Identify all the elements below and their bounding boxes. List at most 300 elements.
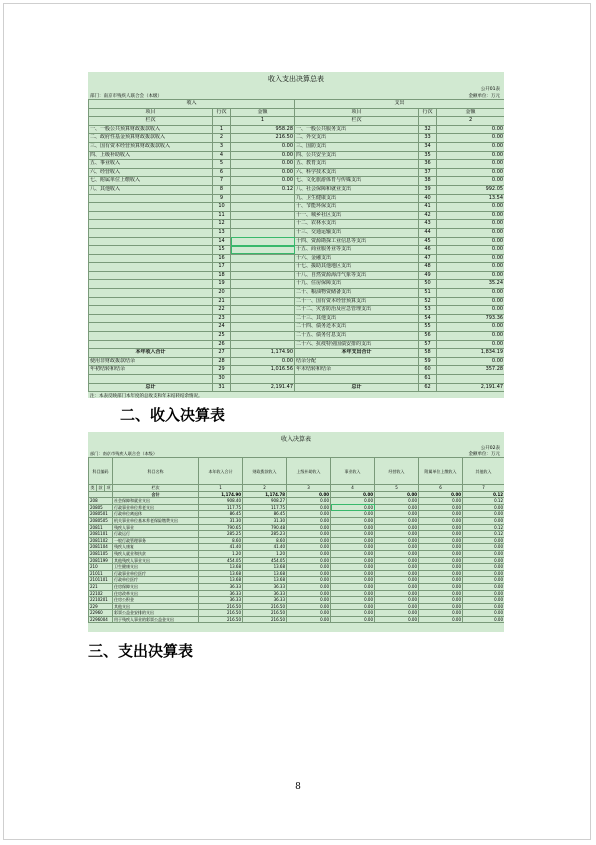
amount-cell: 0.00 [375, 583, 419, 590]
income-item-label [89, 237, 213, 246]
table-row [89, 557, 505, 564]
income-amount [231, 246, 295, 255]
subject-name: 其他残疾人事业支出 [113, 557, 199, 564]
expense-line-number: 59 [419, 357, 437, 366]
amount-cell: 216.50 [199, 616, 243, 623]
expense-amount: 0.00 [437, 289, 504, 298]
amount-cell: 0.00 [375, 504, 419, 511]
income-item-label [89, 340, 213, 349]
expense-amount: 0.00 [437, 211, 504, 220]
expense-item-label: 二、外交支出 [295, 134, 419, 143]
amount-cell: 0.00 [287, 550, 331, 557]
column-index: 7 [463, 485, 504, 492]
income-line-number: 29 [213, 366, 231, 375]
amount-cell: 0.00 [375, 550, 419, 557]
subject-name: 行政单位离退休 [113, 511, 199, 518]
amount-cell: 216.50 [199, 610, 243, 617]
income-item-label: 六、经营收入 [89, 168, 213, 177]
income-line-number: 30 [213, 375, 231, 384]
amount-cell: 31.30 [243, 517, 287, 524]
expense-amount: 0.00 [437, 220, 504, 229]
table-row [89, 597, 505, 604]
income-item-label [89, 203, 213, 212]
table-title: 收入决算表 [280, 436, 311, 443]
expense-line-number: 56 [419, 332, 437, 341]
amount-cell: 0.00 [463, 511, 504, 518]
amount-cell: 216.50 [199, 603, 243, 610]
expense-amount: 0.00 [437, 125, 504, 134]
department-label: 部门：南京市残疾人联合会（本级） [90, 451, 158, 456]
income-line-number: 23 [213, 314, 231, 323]
income-item-label [89, 220, 213, 229]
expense-item-label: 结余分配 [295, 357, 419, 366]
amount-cell: 86.45 [199, 511, 243, 518]
income-amount: 0.00 [231, 177, 295, 186]
expense-item-label: 本年支出合计 [295, 349, 419, 358]
amount-cell: 0.00 [287, 603, 331, 610]
amount-cell: 0.00 [331, 504, 375, 511]
income-line-header: 行次 [213, 108, 231, 117]
subject-name: 卫生健康支出 [113, 564, 199, 571]
amount-cell: 13.68 [199, 570, 243, 577]
amount-cell: 0.00 [331, 577, 375, 584]
subject-code: 2081104 [89, 544, 113, 551]
expense-amount: 0.00 [437, 177, 504, 186]
expense-item-label: 年末结转和结余 [295, 366, 419, 375]
income-amount: 1,174.90 [231, 349, 295, 358]
income-item-label [89, 332, 213, 341]
table-row [89, 228, 505, 237]
income-line-number: 15 [213, 246, 231, 255]
expense-line-number: 40 [419, 194, 437, 203]
income-amount [231, 271, 295, 280]
expense-amount: 0.00 [437, 263, 504, 272]
expense-line-number: 34 [419, 142, 437, 151]
income-item-label: 总计 [89, 383, 213, 392]
income-item-label [89, 314, 213, 323]
income-line-number: 28 [213, 357, 231, 366]
income-line-number: 26 [213, 340, 231, 349]
income-line-number: 7 [213, 177, 231, 186]
subject-name-header: 科目名称 [113, 458, 199, 485]
amount-cell: 0.00 [287, 537, 331, 544]
table-row [89, 349, 505, 358]
income-line-number: 17 [213, 263, 231, 272]
income-line-number: 10 [213, 203, 231, 212]
income-item-label [89, 194, 213, 203]
amount-cell: 8.60 [199, 537, 243, 544]
expense-amount: 0.00 [437, 160, 504, 169]
amount-cell: 0.00 [375, 491, 419, 498]
amount-cell: 0.00 [331, 597, 375, 604]
section-subheader: 款 [98, 485, 103, 490]
table-row [89, 314, 505, 323]
amount-cell: 0.00 [331, 491, 375, 498]
amount-cell: 0.00 [331, 498, 375, 505]
expense-line-header: 行次 [419, 108, 437, 117]
amount-cell: 0.00 [287, 557, 331, 564]
amount-cell: 0.00 [331, 570, 375, 577]
income-amount [231, 375, 295, 384]
income-grid [88, 457, 504, 623]
amount-cell: 0.00 [419, 491, 463, 498]
subject-name: 社会保障和就业支出 [113, 498, 199, 505]
expense-item-label: 二十六、抗疫特别国债安排的支出 [295, 340, 419, 349]
amount-cell: 0.00 [419, 583, 463, 590]
amount-cell: 117.75 [199, 504, 243, 511]
amount-cell: 0.00 [331, 511, 375, 518]
table-row [89, 524, 505, 531]
amount-cell: 36.33 [243, 583, 287, 590]
expense-amount: 1,834.19 [437, 349, 504, 358]
amount-cell: 36.33 [199, 597, 243, 604]
table-row [89, 366, 505, 375]
table-row [89, 254, 505, 263]
table-footnote: 注：本表反映部门本年度的总收支和年末结转结余情况。 [90, 394, 203, 398]
income-amount: 0.12 [231, 185, 295, 194]
expense-line-number: 33 [419, 134, 437, 143]
expense-column-index-label: 栏次 [295, 117, 419, 126]
amount-cell: 790.65 [199, 524, 243, 531]
table-row [89, 168, 505, 177]
income-item-label: 七、附属单位上缴收入 [89, 177, 213, 186]
table-row [89, 142, 505, 151]
amount-cell: 0.00 [287, 610, 331, 617]
income-column-index: 1 [231, 117, 295, 126]
amount-cell: 1,174.90 [199, 491, 243, 498]
amount-cell: 0.00 [331, 616, 375, 623]
income-line-number: 21 [213, 297, 231, 306]
subject-code [89, 491, 113, 498]
amount-cell: 8.60 [243, 537, 287, 544]
amount-cell: 0.00 [463, 597, 504, 604]
subject-code: 22960 [89, 610, 113, 617]
affiliated-unit-header: 附属单位上缴收入 [419, 458, 463, 485]
amount-cell: 285.23 [243, 531, 287, 538]
amount-cell: 0.00 [287, 577, 331, 584]
income-item-label [89, 306, 213, 315]
expense-amount: 793.36 [437, 314, 504, 323]
income-amount [231, 297, 295, 306]
subject-name: 机关事业单位基本养老保险缴费支出 [113, 517, 199, 524]
expense-item-label: 八、社会保障和就业支出 [295, 185, 419, 194]
expense-item-label: 二十五、债务付息支出 [295, 332, 419, 341]
amount-cell: 0.00 [287, 524, 331, 531]
income-column-index-label: 栏次 [89, 117, 213, 126]
amount-cell: 1.20 [199, 550, 243, 557]
amount-cell: 0.00 [287, 517, 331, 524]
amount-cell: 0.00 [419, 524, 463, 531]
income-line-number: 20 [213, 289, 231, 298]
table-row [89, 185, 505, 194]
table-row [89, 357, 505, 366]
summary-grid [88, 99, 504, 392]
amount-cell: 0.00 [287, 531, 331, 538]
table-row [89, 306, 505, 315]
expense-line-number: 39 [419, 185, 437, 194]
amount-cell: 0.00 [287, 511, 331, 518]
amount-cell: 0.00 [463, 537, 504, 544]
amount-cell: 0.00 [331, 564, 375, 571]
amount-cell: 0.00 [375, 610, 419, 617]
expense-amount: 357.28 [437, 366, 504, 375]
expense-amount: 0.00 [437, 271, 504, 280]
income-item-label [89, 289, 213, 298]
expense-amount: 0.00 [437, 357, 504, 366]
table-row [89, 263, 505, 272]
expense-line-number: 44 [419, 228, 437, 237]
subject-name: 行政事业单位养老支出 [113, 504, 199, 511]
expense-line-number: 36 [419, 160, 437, 169]
amount-cell: 0.00 [375, 564, 419, 571]
table-row [89, 583, 505, 590]
income-amount [231, 237, 295, 246]
subject-code: 2080501 [89, 511, 113, 518]
amount-cell: 0.00 [331, 550, 375, 557]
amount-cell: 0.00 [463, 564, 504, 571]
subject-code: 22102 [89, 590, 113, 597]
table-row [89, 616, 505, 623]
expense-amount: 992.05 [437, 185, 504, 194]
amount-cell: 216.50 [243, 616, 287, 623]
income-item-label: 本年收入合计 [89, 349, 213, 358]
expense-item-label: 二十、粮油物资储备支出 [295, 289, 419, 298]
expense-section-header: 支出 [295, 100, 504, 109]
subject-name: 行政运行 [113, 531, 199, 538]
column-index: 4 [331, 485, 375, 492]
subject-code: 2081199 [89, 557, 113, 564]
expense-item-label: 二十一、国有资本经营预算支出 [295, 297, 419, 306]
amount-cell: 0.00 [463, 504, 504, 511]
subject-name: 合计 [113, 491, 199, 498]
amount-cell: 0.00 [287, 570, 331, 577]
table-code: 公开01表 [480, 87, 500, 92]
amount-cell: 454.05 [243, 557, 287, 564]
amount-cell: 0.00 [419, 531, 463, 538]
amount-cell: 908.27 [243, 498, 287, 505]
operating-income-header: 经营收入 [375, 458, 419, 485]
subject-code: 2081105 [89, 550, 113, 557]
income-amount [231, 306, 295, 315]
table-row [89, 564, 505, 571]
expense-line-number: 38 [419, 177, 437, 186]
table-row [89, 194, 505, 203]
amount-cell: 0.00 [287, 583, 331, 590]
amount-cell: 790.48 [243, 524, 287, 531]
income-amount: 0.00 [231, 357, 295, 366]
amount-cell: 0.00 [287, 544, 331, 551]
expense-item-label: 十八、自然资源海洋气象等支出 [295, 271, 419, 280]
amount-cell: 0.00 [375, 590, 419, 597]
income-item-label [89, 375, 213, 384]
expense-amount-header: 金额 [437, 108, 504, 117]
income-line-number: 4 [213, 151, 231, 160]
income-amount [231, 323, 295, 332]
expense-item-label: 三、国防支出 [295, 142, 419, 151]
expense-amount: 0.00 [437, 228, 504, 237]
amount-cell: 41.40 [199, 544, 243, 551]
amount-cell: 0.00 [463, 603, 504, 610]
table-row [89, 610, 505, 617]
subject-name: 住房改革支出 [113, 590, 199, 597]
income-amount [231, 211, 295, 220]
table-row [89, 570, 505, 577]
expense-line-number: 52 [419, 297, 437, 306]
income-item-label: 使用非财政拨款结余 [89, 357, 213, 366]
amount-cell: 454.05 [199, 557, 243, 564]
amount-cell: 117.75 [243, 504, 287, 511]
income-amount: 0.00 [231, 151, 295, 160]
expense-amount: 0.00 [437, 203, 504, 212]
amount-cell: 0.00 [375, 517, 419, 524]
amount-cell: 0.00 [331, 537, 375, 544]
income-item-label [89, 254, 213, 263]
amount-cell: 0.12 [463, 524, 504, 531]
amount-cell: 0.00 [287, 564, 331, 571]
expense-line-number: 35 [419, 151, 437, 160]
amount-cell: 0.00 [331, 590, 375, 597]
expense-item-label: 十、节能环保支出 [295, 203, 419, 212]
expense-line-number: 50 [419, 280, 437, 289]
amount-cell: 0.12 [463, 498, 504, 505]
income-line-number: 18 [213, 271, 231, 280]
expense-amount: 35.24 [437, 280, 504, 289]
income-amount: 0.00 [231, 160, 295, 169]
expense-column-index: 2 [437, 117, 504, 126]
page-number: 8 [295, 782, 301, 792]
table-row [89, 537, 505, 544]
income-amount [231, 280, 295, 289]
expense-amount: 0.00 [437, 254, 504, 263]
income-item-label: 三、国有资本经营预算财政拨款收入 [89, 142, 213, 151]
class-subheader: 类 [90, 485, 95, 490]
expense-line-number: 42 [419, 211, 437, 220]
income-amount: 1,016.56 [231, 366, 295, 375]
amount-cell: 13.68 [243, 577, 287, 584]
amount-cell: 86.45 [243, 511, 287, 518]
expense-item-label: 二十四、债务还本支出 [295, 323, 419, 332]
expense-item-header: 项目 [295, 108, 419, 117]
amount-cell: 216.50 [243, 603, 287, 610]
amount-cell: 0.00 [331, 610, 375, 617]
subject-code: 2296004 [89, 616, 113, 623]
subject-code: 2081101 [89, 531, 113, 538]
expense-line-number: 46 [419, 246, 437, 255]
amount-cell: 13.68 [243, 564, 287, 571]
table-row [89, 590, 505, 597]
expense-amount: 0.00 [437, 332, 504, 341]
subject-code: 21011 [89, 570, 113, 577]
amount-cell: 0.00 [375, 597, 419, 604]
income-amount [231, 203, 295, 212]
income-item-label [89, 280, 213, 289]
amount-cell: 0.00 [375, 616, 419, 623]
table-row [89, 271, 505, 280]
subject-code: 20805 [89, 504, 113, 511]
expense-amount: 0.00 [437, 340, 504, 349]
amount-cell: 0.00 [375, 544, 419, 551]
subject-code: 2101101 [89, 577, 113, 584]
income-amount [231, 263, 295, 272]
expense-amount: 0.00 [437, 151, 504, 160]
amount-cell: 0.00 [463, 610, 504, 617]
table-row [89, 498, 505, 505]
expense-amount: 2,191.47 [437, 383, 504, 392]
income-amount: 2,191.47 [231, 383, 295, 392]
amount-cell: 0.00 [419, 610, 463, 617]
amount-cell: 36.33 [199, 590, 243, 597]
superior-subsidy-header: 上级补助收入 [287, 458, 331, 485]
amount-cell: 36.33 [243, 597, 287, 604]
subject-name: 残疾人就业和扶贫 [113, 550, 199, 557]
amount-cell: 0.00 [375, 603, 419, 610]
income-line-number: 31 [213, 383, 231, 392]
income-item-label [89, 246, 213, 255]
amount-cell: 216.50 [243, 610, 287, 617]
table-row [89, 211, 505, 220]
column-index: 6 [419, 485, 463, 492]
table-row [89, 246, 505, 255]
expense-item-label: 九、卫生健康支出 [295, 194, 419, 203]
income-line-number: 2 [213, 134, 231, 143]
income-section-header: 收入 [89, 100, 295, 109]
amount-cell: 0.12 [463, 491, 504, 498]
table-row [89, 531, 505, 538]
table-row [89, 511, 505, 518]
expense-item-label: 二十二、灾害防治及应急管理支出 [295, 306, 419, 315]
amount-cell: 0.00 [419, 498, 463, 505]
table-row [89, 289, 505, 298]
expense-amount: 0.00 [437, 323, 504, 332]
income-line-number: 6 [213, 168, 231, 177]
table-row [89, 220, 505, 229]
income-line-number: 8 [213, 185, 231, 194]
table-row [89, 125, 505, 134]
expense-amount: 0.00 [437, 297, 504, 306]
amount-cell: 0.00 [463, 544, 504, 551]
amount-cell: 0.00 [419, 564, 463, 571]
amount-cell: 0.00 [331, 517, 375, 524]
expense-line-number: 48 [419, 263, 437, 272]
table-row [89, 237, 505, 246]
income-amount [231, 314, 295, 323]
department-label: 部门：南京市残疾人联合会（本级） [90, 94, 162, 99]
amount-cell: 0.00 [375, 511, 419, 518]
expense-item-label: 一、一般公共服务支出 [295, 125, 419, 134]
amount-cell: 0.00 [463, 577, 504, 584]
unit-label: 金额单位：万元 [468, 94, 500, 99]
amount-cell: 0.00 [463, 550, 504, 557]
income-line-number: 27 [213, 349, 231, 358]
subject-name: 残疾人事业 [113, 524, 199, 531]
table-row [89, 160, 505, 169]
subject-name: 行政单位医疗 [113, 577, 199, 584]
amount-cell: 13.68 [243, 570, 287, 577]
income-amount [231, 254, 295, 263]
table-row [89, 151, 505, 160]
subject-name: 残疾人康复 [113, 544, 199, 551]
income-line-number: 13 [213, 228, 231, 237]
amount-cell: 0.00 [287, 597, 331, 604]
income-line-number: 24 [213, 323, 231, 332]
expense-line-number: 47 [419, 254, 437, 263]
table-row [89, 203, 505, 212]
expense-line-number: 32 [419, 125, 437, 134]
column-index: 5 [375, 485, 419, 492]
amount-cell: 0.00 [375, 537, 419, 544]
income-amount [231, 332, 295, 341]
amount-cell: 0.00 [287, 616, 331, 623]
